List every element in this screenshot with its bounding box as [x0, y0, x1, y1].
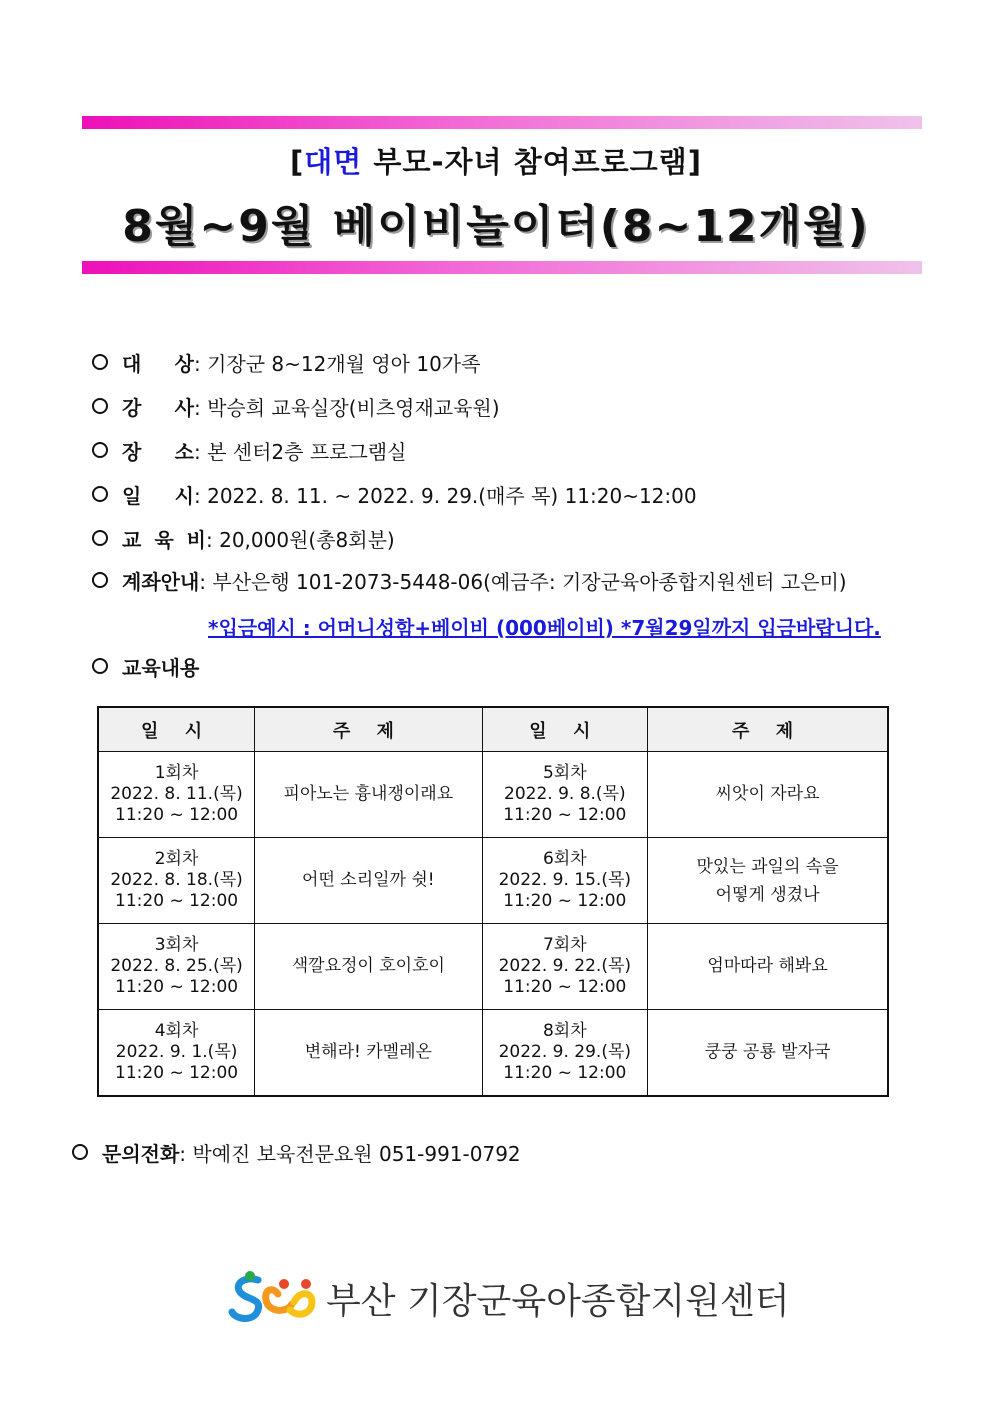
info-row-fee: [92, 526, 395, 554]
table-header-row: [98, 707, 888, 752]
contact-row: [72, 1138, 521, 1167]
center-logo: [228, 1268, 790, 1328]
header-topic-left: 주 제: [255, 707, 482, 752]
session-cell: 6회차 2022. 9. 15.(목) 11:20 ~ 12:00: [482, 838, 648, 924]
session-cell: 5회차 2022. 9. 8.(목) 11:20 ~ 12:00: [482, 752, 648, 838]
header-topic-right: 주 제: [648, 707, 888, 752]
bullet-icon: [92, 354, 108, 370]
info-row-account: [92, 568, 847, 596]
topic-cell: 어떤 소리일까 쉿!: [255, 838, 482, 924]
table-row: [98, 1010, 888, 1097]
topic-cell: 엄마따라 해봐요: [648, 924, 888, 1010]
bullet-icon: [72, 1144, 88, 1160]
bullet-icon: [92, 658, 108, 674]
table-row: [98, 924, 888, 1010]
info-row-instructor: [92, 394, 500, 422]
session-cell: 7회차 2022. 9. 22.(목) 11:20 ~ 12:00: [482, 924, 648, 1010]
info-row-schedule: [92, 482, 697, 510]
topic-cell: 씨앗이 자라요: [648, 752, 888, 838]
session-cell: 1회차 2022. 8. 11.(목) 11:20 ~ 12:00: [98, 752, 255, 838]
table-row: [98, 752, 888, 838]
contact-label: 문의전화: [102, 1142, 180, 1166]
info-label-instructor: 강 사: [122, 396, 194, 420]
subtitle-open: [: [290, 145, 305, 179]
info-label-fee: 교 육 비: [122, 528, 206, 552]
info-label-account: 계좌안내: [122, 570, 200, 594]
info-label-target: 대 상: [122, 352, 194, 376]
header-date-right: 일 시: [482, 707, 648, 752]
contact-value: : 박예진 보육전문요원 051-991-0792: [179, 1142, 521, 1166]
logo-text: 부산 기장군육아종합지원센터: [326, 1280, 790, 1322]
bullet-icon: [92, 530, 108, 546]
subtitle-accent: 대면: [304, 145, 363, 179]
topic-cell: 쿵쿵 공룡 발자국: [648, 1010, 888, 1097]
info-row-target: [92, 350, 480, 378]
info-row-content: [92, 654, 199, 682]
info-value-instructor: : 박승희 교육실장(비츠영재교육원): [194, 396, 500, 420]
page-title: 8월~9월 베이비놀이터(8~12개월): [122, 201, 870, 252]
session-cell: 3회차 2022. 8. 25.(목) 11:20 ~ 12:00: [98, 924, 255, 1010]
bullet-icon: [92, 572, 108, 588]
info-label-content: 교육내용: [122, 656, 200, 680]
program-subtitle: [0, 140, 992, 181]
bullet-icon: [92, 486, 108, 502]
info-value-place: : 본 센터2층 프로그램실: [194, 440, 407, 464]
schedule-table: [97, 706, 889, 1097]
info-value-target: : 기장군 8~12개월 영아 10가족: [194, 352, 481, 376]
topic-cell: 변해라! 카멜레온: [255, 1010, 482, 1097]
topic-cell: 색깔요정이 호이호이: [255, 924, 482, 1010]
table-row: [98, 838, 888, 924]
logo-mark-icon: [228, 1268, 318, 1328]
bullet-icon: [92, 398, 108, 414]
topic-cell: 맛있는 과일의 속을 어떻게 생겼나: [648, 838, 888, 924]
bottom-decorative-bar: [82, 261, 922, 274]
session-cell: 8회차 2022. 9. 29.(목) 11:20 ~ 12:00: [482, 1010, 648, 1097]
info-value-fee: : 20,000원(총8회분): [206, 528, 395, 552]
info-value-account: : 부산은행 101-2073-5448-06(예금주: 기장군육아종합지원센터 고은미): [199, 570, 847, 594]
session-cell: 2회차 2022. 8. 18.(목) 11:20 ~ 12:00: [98, 838, 255, 924]
subtitle-rest: 부모-자녀 참여프로그램]: [362, 145, 702, 179]
info-label-schedule: 일 시: [122, 484, 194, 508]
top-decorative-bar: [82, 116, 922, 129]
topic-cell: 피아노는 흉내쟁이래요: [255, 752, 482, 838]
info-row-place: [92, 438, 406, 466]
bullet-icon: [92, 442, 108, 458]
info-label-place: 장 소: [122, 440, 194, 464]
deposit-note: *입금예시 : 어머니성함+베이비 (000베이비) *7월29일까지 입금바랍니다.: [208, 616, 881, 640]
header-date-left: 일 시: [98, 707, 255, 752]
info-value-schedule: : 2022. 8. 11. ~ 2022. 9. 29.(매주 목) 11:20~12:00: [194, 484, 697, 508]
session-cell: 4회차 2022. 9. 1.(목) 11:20 ~ 12:00: [98, 1010, 255, 1097]
